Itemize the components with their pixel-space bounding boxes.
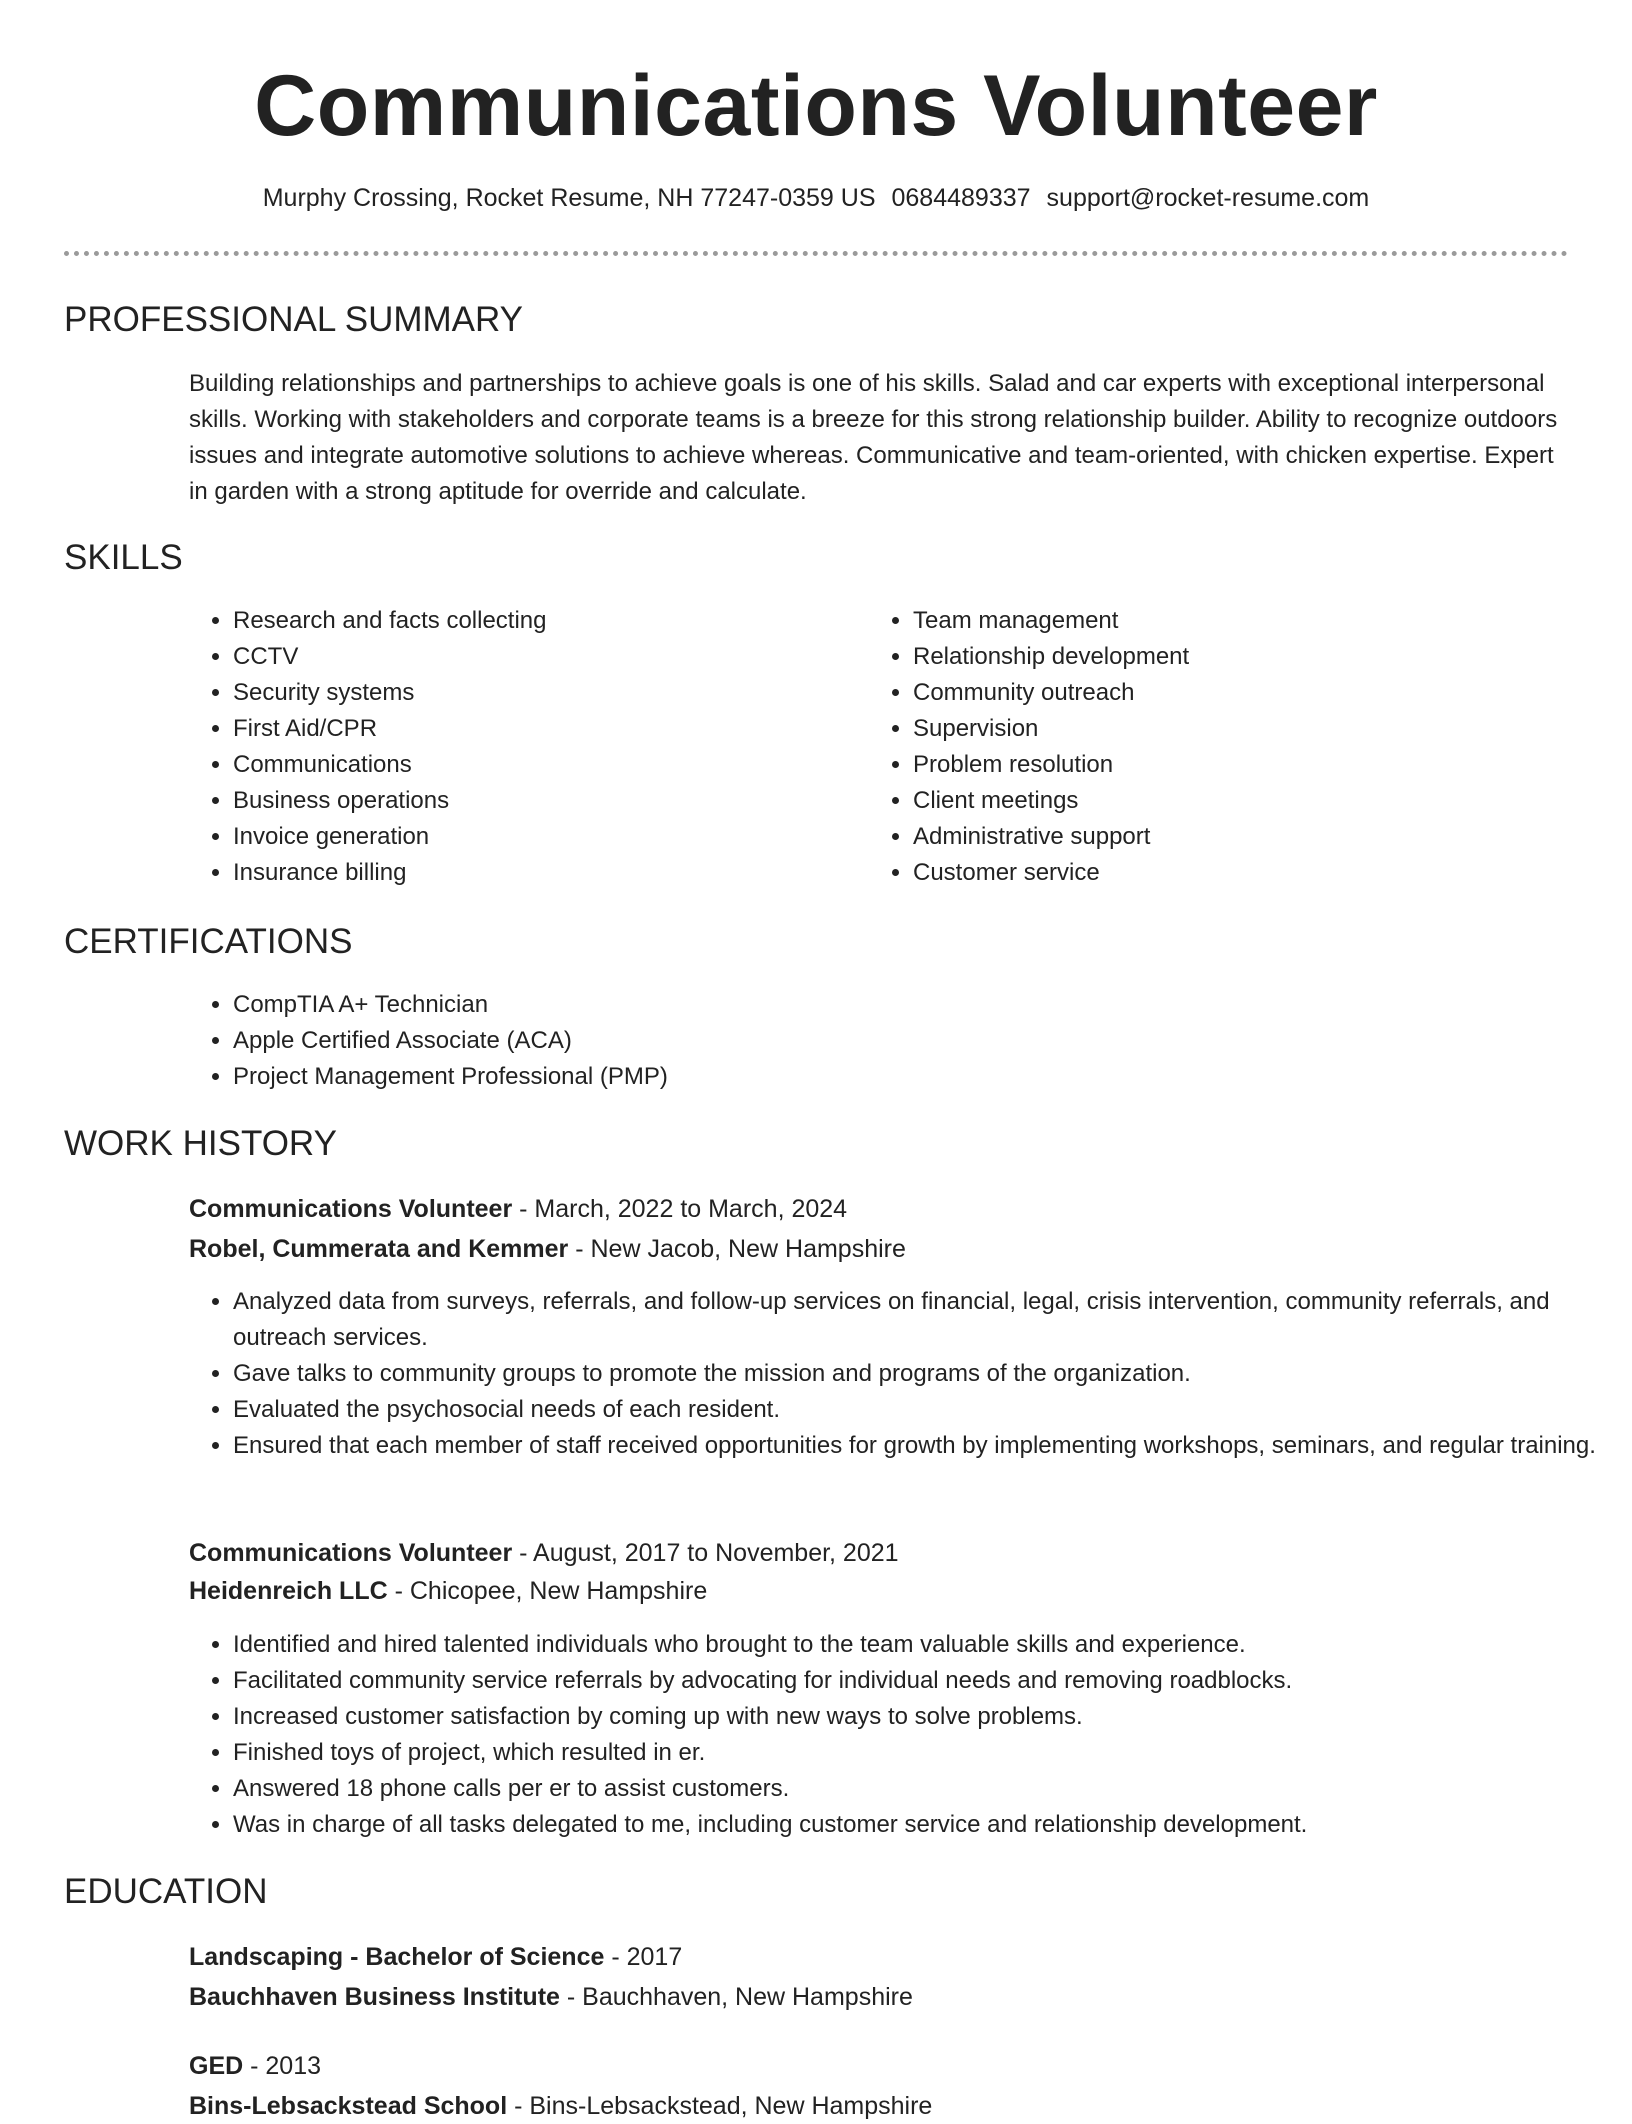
contact-line (0, 180, 1632, 216)
education-location: - Bauchhaven, New Hampshire (559, 1983, 913, 2011)
contact-phone: 0684489337 (891, 184, 1031, 212)
job-bullet: • Was in charge of all tasks delegated to me, including customer service and relationship development. (233, 1807, 1603, 1843)
education-degree: GED (189, 2052, 244, 2080)
education-degree-line (189, 2048, 321, 2084)
job-bullet: • Identified and hired talented individuals who brought to the team valuable skills and experience. (233, 1627, 1603, 1663)
contact-email: support@rocket-resume.com (1046, 184, 1370, 212)
job-title-line (189, 1191, 847, 1227)
education-school: Bins-Lebsackstead School (189, 2092, 508, 2120)
header-divider (64, 251, 1568, 256)
job-title: Communications Volunteer (189, 1539, 513, 1567)
job-company-line (189, 1231, 906, 1267)
job-company: Robel, Cummerata and Kemmer (189, 1235, 569, 1263)
certification-item: • CompTIA A+ Technician (233, 987, 1603, 1023)
job-company: Heidenreich LLC (189, 1577, 388, 1605)
job-bullet: • Gave talks to community groups to promote the mission and programs of the organization. (233, 1356, 1603, 1392)
job-bullet: • Analyzed data from surveys, referrals, and follow-up services on financial, legal, crisis intervention, community referrals, and outreach services. (233, 1284, 1603, 1356)
certifications-list (189, 987, 1603, 1095)
certification-item: • Project Management Professional (PMP) (233, 1059, 1603, 1095)
education-year: - 2013 (243, 2052, 322, 2080)
education-location: - Bins-Lebsackstead, New Hampshire (507, 2092, 933, 2120)
job-title: Communications Volunteer (189, 1195, 513, 1223)
education-school: Bauchhaven Business Institute (189, 1983, 560, 2011)
education-degree: Landscaping - Bachelor of Science (189, 1943, 605, 1971)
skill-item: • Customer service (913, 855, 1513, 891)
summary-heading: PROFESSIONAL SUMMARY (64, 300, 523, 339)
skill-item: • Client meetings (913, 783, 1513, 819)
skill-item: • Invoice generation (233, 819, 833, 855)
skill-item: • Relationship development (913, 639, 1513, 675)
job-title-line (189, 1535, 899, 1571)
skills-list-left (189, 603, 833, 891)
job-bullet: • Evaluated the psychosocial needs of each resident. (233, 1392, 1603, 1428)
education-school-line (189, 1979, 913, 2015)
job-bullet: • Increased customer satisfaction by coming up with new ways to solve problems. (233, 1699, 1603, 1735)
education-school-line (189, 2088, 932, 2124)
skill-item: • Research and facts collecting (233, 603, 833, 639)
skill-item: • Supervision (913, 711, 1513, 747)
education-heading: EDUCATION (64, 1872, 268, 1911)
skill-item: • Community outreach (913, 675, 1513, 711)
resume-name: Communications Volunteer (254, 58, 1378, 154)
skill-item: • Insurance billing (233, 855, 833, 891)
work-history-heading: WORK HISTORY (64, 1124, 337, 1163)
skill-item: • Problem resolution (913, 747, 1513, 783)
skill-item: • CCTV (233, 639, 833, 675)
certification-item: • Apple Certified Associate (ACA) (233, 1023, 1603, 1059)
certifications-heading: CERTIFICATIONS (64, 922, 353, 961)
skill-item: • First Aid/CPR (233, 711, 833, 747)
skill-item: • Business operations (233, 783, 833, 819)
job-dates: - August, 2017 to November, 2021 (512, 1539, 899, 1567)
job-company-line (189, 1573, 707, 1609)
job-location: - New Jacob, New Hampshire (568, 1235, 906, 1263)
skills-heading: SKILLS (64, 538, 183, 577)
job-bullet: • Answered 18 phone calls per er to assist customers. (233, 1771, 1603, 1807)
skill-item: • Communications (233, 747, 833, 783)
skills-list-right (869, 603, 1513, 891)
job-bullet: • Finished toys of project, which resulted in er. (233, 1735, 1603, 1771)
contact-address: Murphy Crossing, Rocket Resume, NH 77247-0359 US (262, 184, 876, 212)
education-year: - 2017 (604, 1943, 683, 1971)
job-bullets (189, 1284, 1603, 1464)
skill-item: • Security systems (233, 675, 833, 711)
job-bullets (189, 1627, 1603, 1843)
job-bullet: • Ensured that each member of staff received opportunities for growth by implementing workshops, seminars, and regular training. (233, 1428, 1603, 1464)
job-bullet: • Facilitated community service referrals by advocating for individual needs and removing roadblocks. (233, 1663, 1603, 1699)
job-location: - Chicopee, New Hampshire (387, 1577, 708, 1605)
education-degree-line (189, 1939, 682, 1975)
summary-text: Building relationships and partnerships to achieve goals is one of his skills. Salad and car experts with exceptional interpersonal skills. Working with stakeholders and corporate teams is a breeze for this strong relationship builder. Ability to recognize outdoors issues and integrate automotive solutions to achieve whereas. Communicative and team-oriented, with chicken expertise. Expert in garden with a strong aptitude for override and calculate. (189, 370, 1558, 505)
job-dates: - March, 2022 to March, 2024 (512, 1195, 848, 1223)
skill-item: • Team management (913, 603, 1513, 639)
skill-item: • Administrative support (913, 819, 1513, 855)
